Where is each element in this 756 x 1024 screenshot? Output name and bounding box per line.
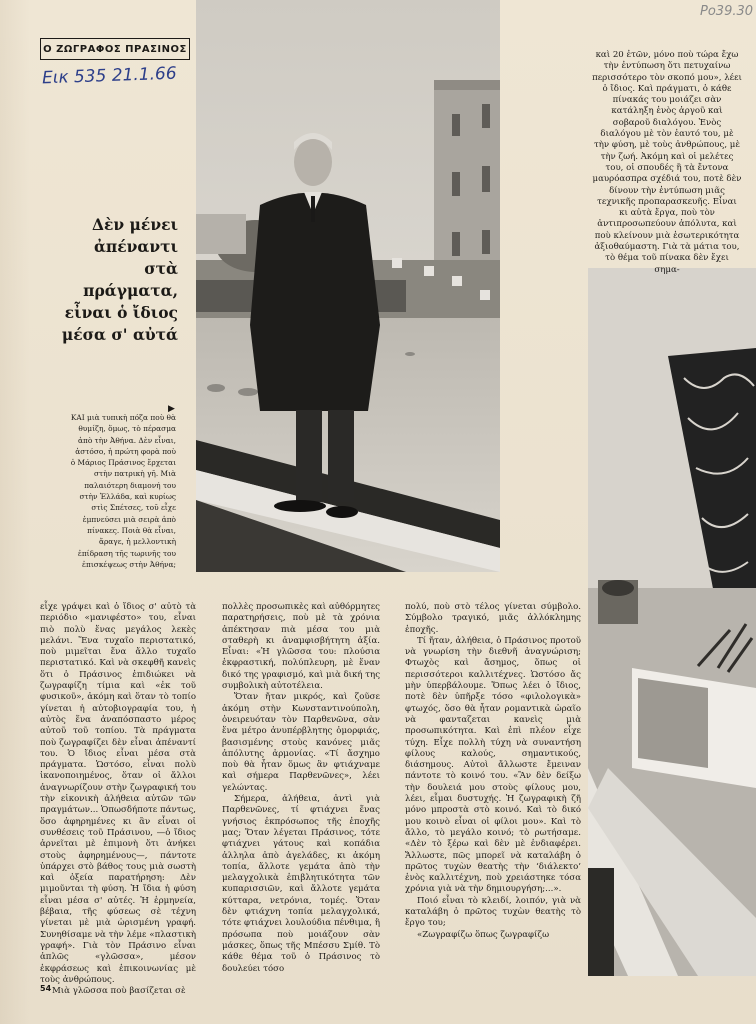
headline <box>56 214 178 346</box>
headline-line: ἀπέναντι <box>93 237 178 256</box>
paragraph: «Ζωγραφίζω ὅπως ζωγραφίζω <box>417 929 550 940</box>
paragraph: Μιὰ γλῶσσα ποὺ βασίζεται σὲ <box>52 986 186 997</box>
text-column-2 <box>222 602 380 975</box>
paragraph: Σήμερα, ἀλήθεια, ἀντὶ γιὰ Παρθενῶνες, τί φτιάχνει ἕνας γνήσιος ἐκπρόσωπος τῆς ἐποχῆς μας; Ὅταν λέγεται Πράσινος, τότε φτιάχνει γάτους καὶ κοπάδια ἀλληλα ἀπὸ ἀγελάδες, κι ἀκόμη τοπία, ἄλλοτε γεμάτα ἀπὸ τὴν μελαγχολικὰ ἐπιβλητικότητα τῶν κυπαρισσιῶν, καὶ ἄλλοτε γεμάτα κύτταρα, νετρόνια, τομές. Ὅταν δὲν φτιάχνη τοπία μελαγχολικά, τότε φτιάχνει λουλούδια πένθιμα, ἢ πρόσωπα ποὺ μοιάζουν σὰν μάσκες, ὅπως τῆς Μπέσσυ Σμίθ. Τὸ κάθε θέμα τοῦ ὁ Πράσινος τὸ δουλεύει τόσο <box>222 794 380 974</box>
headline-line: εἶναι ὁ ἴδιος <box>64 303 178 322</box>
paragraph: Ὅταν ἤταν μικρός, καὶ ζοῦσε ἀκόμη στὴν Κωνσταντινούπολη, ὀνειρευόταν τὸν Παρθενῶνα, σὰν ἕνα μέτρο ἀνυπέρβλητης ὀμορφιάς, βασισμένης στοὺς κανόνες μιᾶς ἀπόλυτης ἁρμονίας. «Τί ἄσχημο ποὺ θὰ ἦταν ὅμως ἂν φτιάχναμε καὶ σήμερα Παρθενῶνες», λέει γελώντας. <box>222 692 380 793</box>
text-column-top-right: καὶ 20 ἐτῶν, μόνο ποὺ τώρα ἔχω τὴν ἐντύπωση ὅτι πετυχαίνω περισσότερο τὸν σκοπό μου», λέει ὁ ἴδιος. Καὶ πράγματι, ὁ κάθε πίνακάς του μοιάζει σὰν κατάληξη ἑνὸς ἀργοῦ καὶ σοβαροῦ διαλόγου. Ἑνὸς διαλόγου μὲ τὸν ἑαυτό του, μὲ τὴν φύση, μὲ τοὺς ἀνθρώπους, μὲ τὴν ζωή. Ἀκόμη καὶ οἱ μελέτες του, οἱ σπουδές ἢ τὰ ἔντονα μαυρόασπρα σχέδιά του, ποτὲ δὲν δίνουν τὴν ἐντύπωση μιᾶς τεχνικῆς προπαρασκευῆς. Εἶναι κι αὐτὰ ἔργα, ποὺ τὸν ἀντιπροσωπεύουν ἀπόλυτα, καὶ ποὺ κλείνουν μιὰ ἐσωτερικότητα ἀξιοθαύμαστη. Γιὰ τὰ μάτια του, τὸ θέμα τοῦ πίνακα δὲν ἔχει σημα- <box>592 50 742 275</box>
section-label: Ο ΖΩΓΡΑΦΟΣ ΠΡΑΣΙΝΟΣ <box>40 38 190 60</box>
page-number: 54 <box>40 984 52 993</box>
studio-photo <box>588 268 756 976</box>
paragraph: εἶχε γράψει καὶ ὁ ἴδιος σ' αὐτὸ τὰ περιόδιο «μανιφέστο» του, εἶναι πιὸ πολὺ ἕνας μεγάλος λεκὲς μελάνι. Ἕνα τυχαῖο περιστατικό, ποὺ μιμεῖται ἕνα ἄλλο τυχαῖο περιστατικό. Καὶ νὰ σκεφθῆ κανεὶς ὅτι ὁ Πράσινος ἐπιδιώκει νὰ ζωγραφίζη τίμια καὶ «ἐκ τοῦ φυσικοῦ», ἀκόμη καὶ ὅταν τὸ τοπίο γίνεται ἡ αὐτοβιογραφία του, ἡ αὐτὸς ἕνα ἀναπόσπαστο μέρος αὐτοῦ τοῦ τοπίου. Τὰ πράγματα ποὺ ζωγραφίζει δὲν εἶναι ἀπέναντί του. Ὁ ἴδιος εἶναι μέσα στὰ πράγματα. Ὡστόσο, εἶναι πολὺ ἱκανοποιημένος, ὅταν οἱ ἄλλοι ἀναγνωρίζουν στὴν ζωγραφική του τὴν εἰκονικὴ ἀλήθεια αὐτῶν τῶν πραγμάτων... Ὁπωσδήποτε πάντως, ὅσο ἀφηρημένες κι ἂν εἶναι οἱ συνθέσεις τοῦ Πράσινου, —ὁ ἴδιος ἀρνεῖται μὲ ἐπιμονὴ ὅτι ἀνήκει στοὺς ἀφηρημένους—, πάντοτε ὑπάρχει στὸ βάθος τους μιὰ σωστὴ καὶ ὀξεία παρατήρηση: Δὲν μιμοῦνται τὴ φύση. Ἡ ἴδια ἡ φύση εἶναι μέσα σ' αὐτές. Ἡ ἑρμηνεία, βέβαια, τῆς φύσεως σὲ τέχνη γίνεται μὲ μιὰ ὡρισμένη γραφή. Συνηθίσαμε νὰ τὴν λέμε «πλαστικὴ γραφή». Γιὰ τὸν Πράσινο εἶναι ἁπλῶς «γλῶσσα», μέσον ἐκφράσεως καὶ ἐπικοινωνίας μὲ τοὺς ἀνθρώπους. <box>40 602 196 985</box>
handwritten-corner-note: Ρο39.30 <box>700 4 754 19</box>
paragraph: Ποιό εἶναι τὸ κλειδί, λοιπόν, γιὰ νὰ καταλάβη ὁ πρῶτος τυχὼν θεατὴς τὸ ἔργο του; <box>405 895 581 929</box>
portrait-photo <box>196 0 500 572</box>
arrow-marker-icon: ▶ <box>168 404 175 414</box>
headline-line: μέσα σ' αὐτά <box>61 325 178 344</box>
text-column-1 <box>40 602 196 997</box>
paragraph: πολλὲς προσωπικὲς καὶ αὐθόρμητες παρατηρήσεις, ποὺ μὲ τὰ χρόνια ἀπέκτησαν πιὰ μέσα του μιὰ σταθερὴ κι ἀναμφισβήτητη ἀξία. Εἶναι: «Ἡ γλῶσσα του: πλούσια ἐκφραστική, πολύπλευρη, μὲ ἕναν δικό της γραφισμό, καὶ μιὰ δική της συμβολικὴ αὐτοτέλεια. <box>222 602 381 692</box>
paragraph: Τί ἤταν, ἀλήθεια, ὁ Πράσινος προτοῦ νὰ γνωρίση τὴν διεθνῆ ἀναγνώριση; Φτωχὸς καὶ ἄσημος, ὅπως οἱ περισσότεροι καλλιτέχνες. Ὡστόσο ἄς μὴν ὑπερβάλουμε. Ὅπως λέει ὁ ἴδιος, ποτὲ δὲν ὑπῆρξε τόσο «φιλολογικὰ» φτωχός, ὅσο θὰ ἦταν ρομαντικὰ ὡραῖο νὰ φανταζεται κανεὶς μιὰ προσωπικότητα. Καὶ ἐπὶ πλέον εἶχε τύχη. Εἶχε πολλὴ τύχη νὰ συναντήση φίλους καλούς, σημαντικούς, διάσημους. Αὐτοὶ ἄλλωστε ἔμειναν πάντοτε τὸ κοινό του. «Ἂν δὲν δείξω τὴν δουλειά μου στοὺς φίλους μου, λέει, εἶμαι δυστυχής. Ἡ ζωγραφικὴ ζῆ μόνο μπροστὰ στὸ κοινό. Καὶ τὸ δικό μου κοινὸ εἶναι οἱ φίλοι μου». Καὶ τὸ ἄλλο, τὸ μεγάλο κοινό; τὸ ρωτήσαμε. «Δὲν τὸ ξέρω καὶ δὲν μὲ ἐνδιαφέρει. Ἄλλωστε, πῶς μπορεῖ νὰ καταλάβη ὁ πρῶτος τυχὼν θεατὴς τὴν ‘διάλεκτο’ ἑνὸς καλλιτέχνη, ποὺ χρειάστηκε τόσα χρόνια γιὰ νὰ τὴν δημιουργήση;...». <box>405 635 581 895</box>
handwritten-archive-note: Εικ 535 21.1.66 <box>41 63 177 89</box>
text-column-3 <box>405 602 581 941</box>
paragraph: πολύ, ποὺ στὸ τέλος γίνεται σύμβολο. Σύμβολο τραγικό, μιᾶς ἀλλόκλημης ἐποχῆς. <box>405 602 581 635</box>
headline-line: Δὲν μένει <box>91 215 178 234</box>
headline-line: στὰ πράγματα, <box>83 259 178 300</box>
photo-caption: ΚΑΙ μιὰ τυπικὴ πόζα ποὺ θὰ θυμίζη, ὅμως, τὸ πέρασμα ἀπὸ τὴν Ἀθήνα. Δὲν εἶναι, ἀστόσο, ἡ πρώτη φορὰ ποὺ ὁ Μάριος Πράσινος ἔρχεται στὴν πατρικὴ γῆ. Μιὰ παλαιότερη διαμονή του στὴν Ἑλλάδα, καὶ κυρίως στὶς Σπέτσες, τοῦ εἶχε ἐμπνεύσει μιὰ σειρὰ ἀπὸ πίνακες. Ποιὰ θὰ εἶναι, ἄραγε, ἡ μελλοντικὴ ἐπίδραση τῆς τωρινῆς του ἐπισκέψεως στὴν Ἀθήνα; <box>70 413 176 569</box>
